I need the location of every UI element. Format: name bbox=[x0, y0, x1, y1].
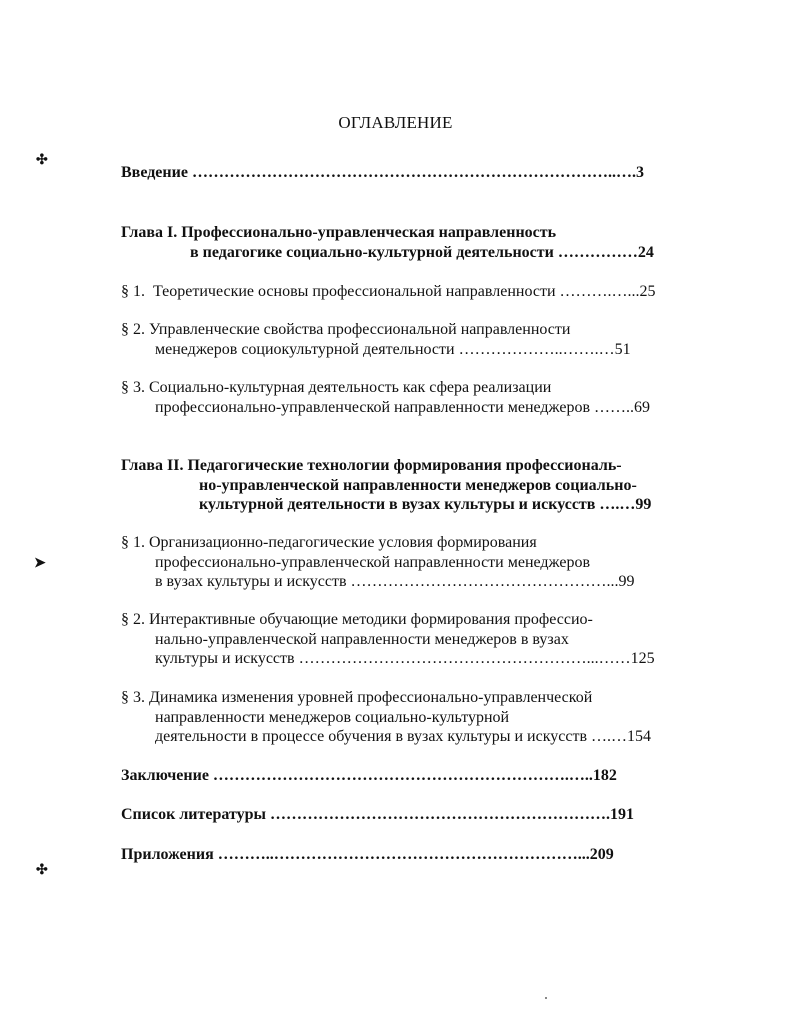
scan-mark-3: ✣ bbox=[36, 863, 48, 878]
toc-section-2-2-line3[interactable]: культуры и искусств ………………………………………………...……125 bbox=[155, 650, 655, 667]
toc-section-2-3-line1[interactable]: § 3. Динамика изменения уровней профессионально-управленческой bbox=[121, 689, 593, 706]
toc-entry-intro[interactable]: Введение ……………………………………………………………………..….3 bbox=[121, 164, 644, 181]
toc-entry-appendix[interactable]: Приложения ………..…………………………………………………...209 bbox=[121, 846, 614, 863]
toc-entry-conclusion[interactable]: Заключение ………………………………………………………….…..182 bbox=[121, 767, 617, 784]
scan-mark-1: ✣ bbox=[36, 153, 48, 168]
toc-section-1-1[interactable]: § 1. Теоретические основы профессиональной направленности ……….…...25 bbox=[121, 283, 656, 300]
toc-chapter-1-line2[interactable]: в педагогике социально-культурной деятельности ……………24 bbox=[190, 244, 654, 261]
toc-chapter-1-line1[interactable]: Глава I. Профессионально-управленческая направленность bbox=[121, 224, 557, 241]
toc-section-2-1-line3[interactable]: в вузах культуры и искусств …………………………………………...99 bbox=[155, 573, 635, 590]
toc-section-2-3-line3[interactable]: деятельности в процессе обучения в вузах культуры и искусств ….…154 bbox=[155, 728, 651, 745]
toc-section-2-2-line2[interactable]: нально-управленческой направленности менеджеров в вузах bbox=[155, 631, 569, 648]
page-title: ОГЛАВЛЕНИЕ bbox=[338, 113, 453, 132]
scan-speck bbox=[545, 997, 547, 999]
toc-section-2-1-line2[interactable]: профессионально-управленческой направленности менеджеров bbox=[155, 554, 591, 571]
toc-chapter-2-line3[interactable]: культурной деятельности в вузах культуры и искусств ….…99 bbox=[199, 496, 652, 513]
scan-mark-2: ➤ bbox=[34, 556, 46, 571]
toc-section-1-3-line2[interactable]: профессионально-управленческой направленности менеджеров ……..69 bbox=[155, 399, 651, 416]
toc-section-2-3-line2[interactable]: направленности менеджеров социально-культурной bbox=[155, 709, 510, 726]
toc-chapter-2-line1[interactable]: Глава II. Педагогические технологии формирования профессиональ- bbox=[121, 457, 622, 474]
toc-chapter-2-line2[interactable]: но-управленческой направленности менеджеров социально- bbox=[199, 477, 637, 494]
toc-section-1-2-line1[interactable]: § 2. Управленческие свойства профессиональной направленности bbox=[121, 321, 571, 338]
toc-section-2-1-line1[interactable]: § 1. Организационно-педагогические условия формирования bbox=[121, 534, 537, 551]
toc-entry-references[interactable]: Список литературы ……………………………………………………….191 bbox=[121, 806, 634, 823]
toc-section-2-2-line1[interactable]: § 2. Интерактивные обучающие методики формирования профессио- bbox=[121, 611, 593, 628]
toc-section-1-3-line1[interactable]: § 3. Социально-культурная деятельность как сфера реализации bbox=[121, 379, 552, 396]
toc-section-1-2-line2[interactable]: менеджеров социокультурной деятельности ………………..…….…51 bbox=[155, 341, 631, 358]
